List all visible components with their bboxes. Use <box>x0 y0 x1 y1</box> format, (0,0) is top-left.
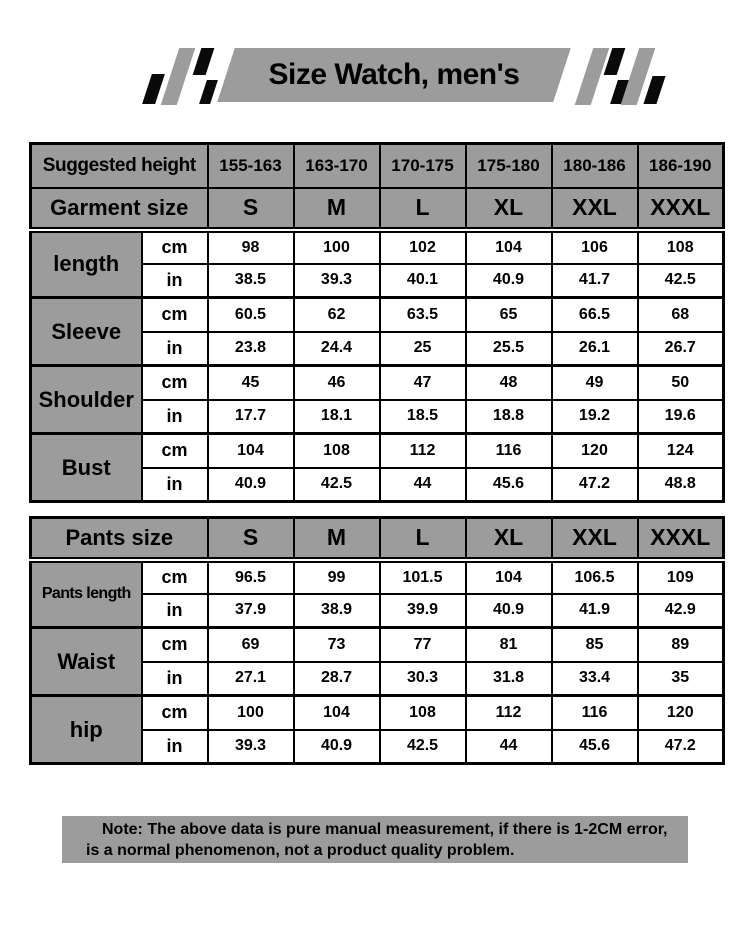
garment-size-table <box>29 142 725 503</box>
value-cell: 108 <box>380 696 466 730</box>
size-cell: M <box>294 518 380 560</box>
value-cell: 40.9 <box>294 730 380 764</box>
value-cell: 18.8 <box>466 400 552 434</box>
unit-cell: in <box>142 662 208 696</box>
unit-cell: cm <box>142 696 208 730</box>
value-cell: 39.9 <box>380 594 466 628</box>
unit-cell: in <box>142 594 208 628</box>
value-cell: 40.9 <box>466 594 552 628</box>
size-cell: L <box>380 188 466 230</box>
value-cell: 50 <box>638 366 724 400</box>
value-cell: 109 <box>638 560 724 594</box>
value-cell: 39.3 <box>294 264 380 298</box>
value-cell: 40.9 <box>208 468 294 502</box>
height-range-cell: 186-190 <box>638 144 724 188</box>
value-cell: 120 <box>638 696 724 730</box>
value-cell: 81 <box>466 628 552 662</box>
value-cell: 44 <box>380 468 466 502</box>
value-cell: 18.5 <box>380 400 466 434</box>
value-cell: 116 <box>466 434 552 468</box>
value-cell: 40.9 <box>466 264 552 298</box>
value-cell: 30.3 <box>380 662 466 696</box>
height-range-cell: 170-175 <box>380 144 466 188</box>
value-cell: 42.9 <box>638 594 724 628</box>
value-cell: 47.2 <box>638 730 724 764</box>
size-cell: XXL <box>552 518 638 560</box>
size-cell: XL <box>466 188 552 230</box>
value-cell: 116 <box>552 696 638 730</box>
unit-cell: cm <box>142 434 208 468</box>
value-cell: 48.8 <box>638 468 724 502</box>
value-cell: 49 <box>552 366 638 400</box>
value-cell: 112 <box>380 434 466 468</box>
value-cell: 73 <box>294 628 380 662</box>
unit-cell: in <box>142 400 208 434</box>
value-cell: 89 <box>638 628 724 662</box>
value-cell: 42.5 <box>294 468 380 502</box>
size-cell: M <box>294 188 380 230</box>
measure-label-hip: hip <box>31 696 142 764</box>
value-cell: 60.5 <box>208 298 294 332</box>
value-cell: 47.2 <box>552 468 638 502</box>
slash-decoration-icon <box>643 76 665 104</box>
value-cell: 99 <box>294 560 380 594</box>
unit-cell: in <box>142 468 208 502</box>
value-cell: 41.7 <box>552 264 638 298</box>
slash-decoration-icon <box>193 48 215 75</box>
value-cell: 48 <box>466 366 552 400</box>
hip-cm-row <box>31 696 724 730</box>
bust-cm-row <box>31 434 724 468</box>
suggested-height-row <box>31 144 724 188</box>
value-cell: 96.5 <box>208 560 294 594</box>
value-cell: 102 <box>380 230 466 264</box>
value-cell: 69 <box>208 628 294 662</box>
unit-cell: cm <box>142 628 208 662</box>
value-cell: 66.5 <box>552 298 638 332</box>
size-cell: XL <box>466 518 552 560</box>
slash-decoration-icon <box>199 80 218 104</box>
value-cell: 104 <box>466 230 552 264</box>
unit-cell: cm <box>142 230 208 264</box>
value-cell: 27.1 <box>208 662 294 696</box>
unit-cell: cm <box>142 298 208 332</box>
value-cell: 17.7 <box>208 400 294 434</box>
value-cell: 18.1 <box>294 400 380 434</box>
size-cell: S <box>208 518 294 560</box>
value-cell: 41.9 <box>552 594 638 628</box>
size-cell: S <box>208 188 294 230</box>
garment-size-row <box>31 188 724 230</box>
measure-label-sleeve: Sleeve <box>31 298 142 366</box>
pants-size-table <box>29 516 725 765</box>
value-cell: 44 <box>466 730 552 764</box>
value-cell: 26.7 <box>638 332 724 366</box>
value-cell: 68 <box>638 298 724 332</box>
value-cell: 40.1 <box>380 264 466 298</box>
value-cell: 101.5 <box>380 560 466 594</box>
value-cell: 19.6 <box>638 400 724 434</box>
value-cell: 108 <box>638 230 724 264</box>
value-cell: 19.2 <box>552 400 638 434</box>
note-line-2: is a normal phenomenon, not a product quality problem. <box>86 842 515 859</box>
value-cell: 46 <box>294 366 380 400</box>
value-cell: 25.5 <box>466 332 552 366</box>
size-cell: XXXL <box>638 188 724 230</box>
value-cell: 108 <box>294 434 380 468</box>
slash-decoration-icon <box>575 48 610 105</box>
value-cell: 45.6 <box>466 468 552 502</box>
value-cell: 62 <box>294 298 380 332</box>
value-cell: 45.6 <box>552 730 638 764</box>
value-cell: 100 <box>294 230 380 264</box>
value-cell: 45 <box>208 366 294 400</box>
shoulder-cm-row <box>31 366 724 400</box>
height-range-cell: 163-170 <box>294 144 380 188</box>
suggested-height-label: Suggested height <box>31 144 208 188</box>
value-cell: 100 <box>208 696 294 730</box>
pants-length-cm-row <box>31 560 724 594</box>
value-cell: 38.5 <box>208 264 294 298</box>
sleeve-cm-row <box>31 298 724 332</box>
value-cell: 98 <box>208 230 294 264</box>
value-cell: 104 <box>294 696 380 730</box>
height-range-cell: 180-186 <box>552 144 638 188</box>
measure-label-waist: Waist <box>31 628 142 696</box>
length-cm-row <box>31 230 724 264</box>
height-range-cell: 155-163 <box>208 144 294 188</box>
page-title: Size Watch, men's <box>268 58 520 91</box>
value-cell: 120 <box>552 434 638 468</box>
value-cell: 26.1 <box>552 332 638 366</box>
value-cell: 28.7 <box>294 662 380 696</box>
pants-size-row <box>31 518 724 560</box>
pants-size-label: Pants size <box>31 518 208 560</box>
value-cell: 38.9 <box>294 594 380 628</box>
unit-cell: in <box>142 264 208 298</box>
value-cell: 65 <box>466 298 552 332</box>
value-cell: 39.3 <box>208 730 294 764</box>
value-cell: 47 <box>380 366 466 400</box>
garment-size-label: Garment size <box>31 188 208 230</box>
measure-label-length: length <box>31 230 142 298</box>
value-cell: 77 <box>380 628 466 662</box>
unit-cell: cm <box>142 560 208 594</box>
measure-label-pants-length: Pants length <box>31 560 142 628</box>
note-line-1: Note: The above data is pure manual measurement, if there is 1-2CM error, <box>102 821 668 838</box>
measure-label-shoulder: Shoulder <box>31 366 142 434</box>
value-cell: 104 <box>466 560 552 594</box>
value-cell: 85 <box>552 628 638 662</box>
value-cell: 106 <box>552 230 638 264</box>
unit-cell: cm <box>142 366 208 400</box>
value-cell: 106.5 <box>552 560 638 594</box>
measure-label-bust: Bust <box>31 434 142 502</box>
size-cell: XXL <box>552 188 638 230</box>
value-cell: 35 <box>638 662 724 696</box>
size-cell: L <box>380 518 466 560</box>
waist-cm-row <box>31 628 724 662</box>
slash-decoration-icon <box>161 48 196 105</box>
value-cell: 124 <box>638 434 724 468</box>
unit-cell: in <box>142 730 208 764</box>
value-cell: 23.8 <box>208 332 294 366</box>
note-box <box>62 816 688 863</box>
height-range-cell: 175-180 <box>466 144 552 188</box>
value-cell: 104 <box>208 434 294 468</box>
value-cell: 42.5 <box>638 264 724 298</box>
title-banner-section <box>0 0 750 118</box>
value-cell: 25 <box>380 332 466 366</box>
value-cell: 33.4 <box>552 662 638 696</box>
value-cell: 63.5 <box>380 298 466 332</box>
value-cell: 31.8 <box>466 662 552 696</box>
unit-cell: in <box>142 332 208 366</box>
value-cell: 37.9 <box>208 594 294 628</box>
value-cell: 42.5 <box>380 730 466 764</box>
size-cell: XXXL <box>638 518 724 560</box>
value-cell: 112 <box>466 696 552 730</box>
value-cell: 24.4 <box>294 332 380 366</box>
